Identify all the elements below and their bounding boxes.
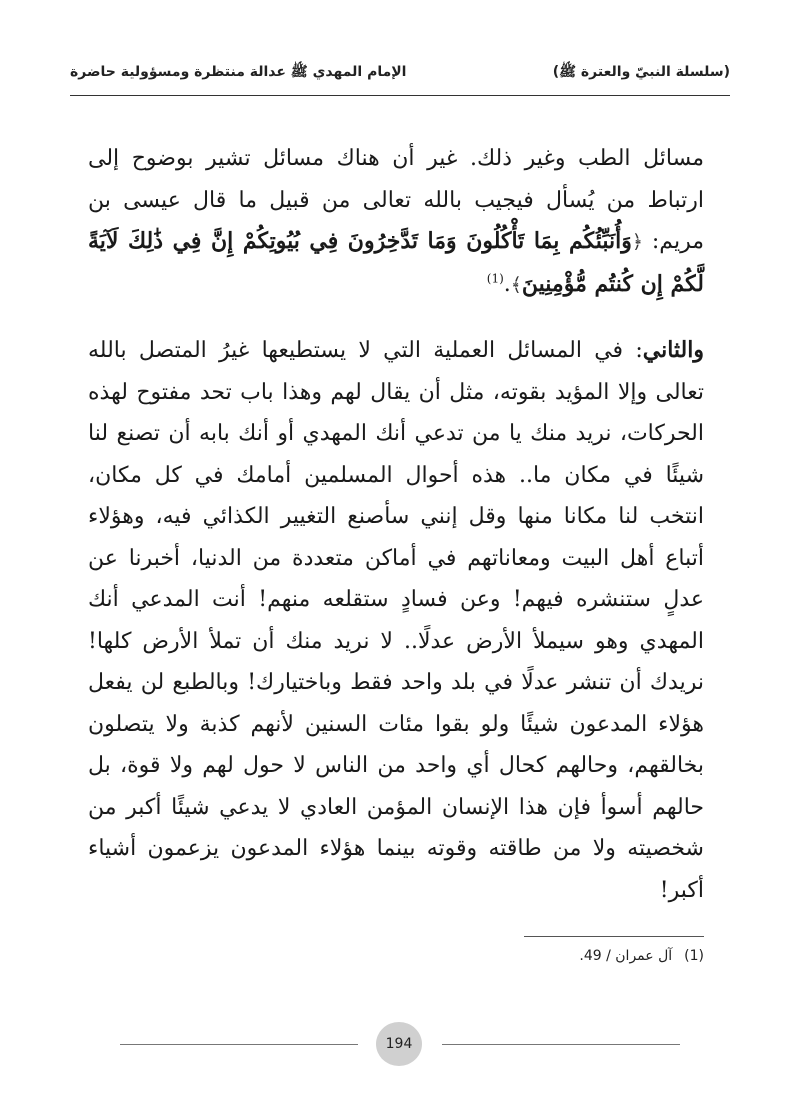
page-footer	[0, 1022, 800, 1066]
paragraph-2-text: : في المسائل العملية التي لا يستطيعها غيرُ المتصل بالله تعالى وإلا المؤيد بقوته، مثل أن يقال لهم وهذا باب تحد مفتوح لهذه الحركات، نريد منك يا من تدعي أنك المهدي أو أنك بابه أن تصنع لنا شيئًا في مكان ما.. هذه أحوال المسلمين أمامك في كل مكان، انتخب لنا مكانا منها وقل إنني سأصنع التغيير الكذائي فيه، وهؤلاء أتباع أهل البيت ومعاناتهم في أماكن متعددة من الدنيا، أخبرنا عن عدلٍ ستنشره فيهم! وعن فسادٍ ستقلعه منهم! أنت المدعي أنك المهدي وهو سيملأ الأرض عدلًا.. لا نريد منك أن تملأ الأرض كلها! نريدك أن تنشر عدلًا في بلد واحد فقط وباختيارك! وبالطبع لن يفعل هؤلاء المدعون شيئًا ولو بقوا مئات السنين لأنهم كذبة ولا يتصلون بخالقهم، وحالهم كحال أي واحد من الناس لا حول لهم ولا قوة، بل حالهم أسوأ فإن هذا الإنسان المؤمن العادي لا يدعي شيئًا أكبر من شخصيته ولا من طاقته وقوته بينما هؤلاء المدعون يزعمون أشياء أكبر!	[88, 338, 704, 903]
header-divider	[70, 95, 730, 96]
page-number-badge	[376, 1022, 422, 1066]
paragraph-2	[88, 330, 704, 911]
footnote-number: (1)	[684, 948, 704, 964]
book-title: الإمام المهدي ﷺ عدالة منتظرة ومسؤولية حاضرة	[70, 64, 407, 80]
footnote-divider	[524, 936, 704, 937]
quran-open-bracket: ﴿	[631, 231, 644, 253]
body-text	[88, 138, 704, 911]
paragraph-1	[88, 138, 704, 306]
page-number: 194	[385, 1036, 413, 1052]
footnote	[204, 948, 704, 964]
footer-line-right	[442, 1044, 680, 1045]
paragraph-2-lead: والثاني	[642, 337, 704, 363]
sentence-end: .	[503, 271, 511, 297]
footnote-reference[interactable]: (1)	[486, 271, 504, 286]
series-title: (سلسلة النبيّ والعترة ﷺ)	[552, 64, 730, 80]
quran-verse: وَأُنَبِّئُكُم بِمَا تَأْكُلُونَ وَمَا تَدَّخِرُونَ فِي بُيُوتِكُمْ إِنَّ فِي ذَٰلِكَ لَآيَةً لَّكُمْ إِن كُنتُم مُّؤْمِنِينَ	[88, 228, 704, 297]
footnote-text: آل عمران / 49.	[579, 948, 673, 964]
footer-line-left	[120, 1044, 358, 1045]
running-header	[70, 58, 730, 88]
paragraph-1-text: مسائل الطب وغير ذلك. غير أن هناك مسائل تشير بوضوح إلى ارتباط من يُسأل فيجيب بالله تعالى من قبيل ما قال عيسى بن مريم:	[88, 146, 704, 254]
quran-close-bracket: ﴾	[510, 273, 522, 296]
